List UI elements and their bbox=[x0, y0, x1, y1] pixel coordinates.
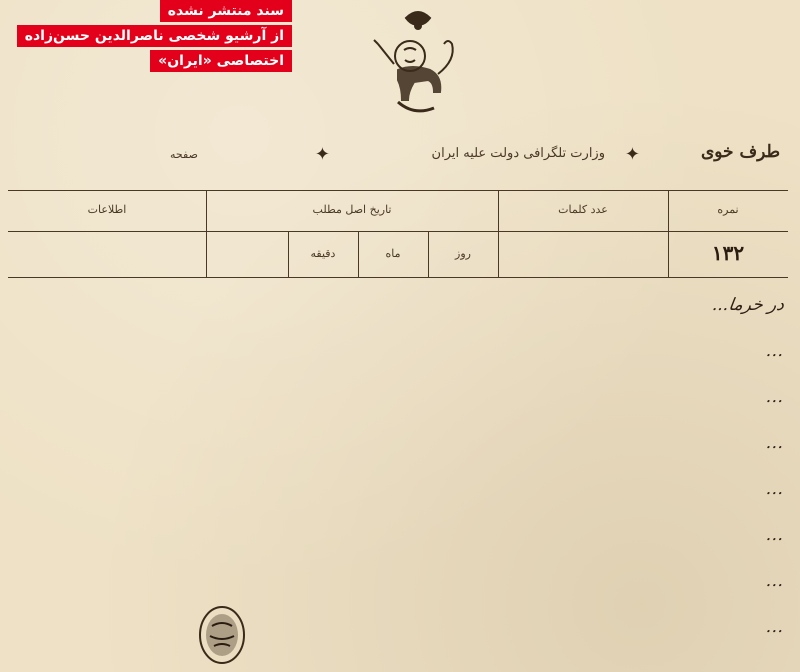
caption-line-3: اختصاصی «ایران» bbox=[150, 50, 292, 72]
body-line: ... bbox=[764, 341, 786, 361]
ornament-icon: ✦ bbox=[624, 144, 640, 165]
header-origin-date: تاریخ اصل مطلب bbox=[312, 203, 392, 216]
ink-seal-icon bbox=[196, 604, 248, 666]
caption-line-1: سند منتشر نشده bbox=[160, 0, 292, 22]
body-line: ... bbox=[764, 433, 786, 453]
body-line: ... bbox=[764, 387, 786, 407]
body-line: ... bbox=[764, 617, 786, 637]
header-number: نمره bbox=[717, 203, 739, 216]
body-line: ... bbox=[764, 479, 786, 499]
caption-box bbox=[0, 0, 292, 75]
body-line: ... bbox=[764, 571, 786, 591]
ministry-title: وزارت تلگرافی دولت علیه ایران bbox=[431, 146, 605, 161]
telegram-number: ۱۳۲ bbox=[711, 241, 745, 265]
body-line: در خرما... bbox=[711, 295, 786, 315]
date-month: ماه bbox=[385, 247, 401, 260]
header-word-count: عدد کلمات bbox=[558, 203, 608, 216]
telegram-header bbox=[170, 140, 780, 176]
ornament-icon: ✦ bbox=[314, 144, 330, 165]
caption-line-2: از آرشیو شخصی ناصرالدین حسن‌زاده bbox=[17, 25, 292, 47]
body-line: ... bbox=[764, 525, 786, 545]
origin-label: طرف خوی bbox=[700, 142, 780, 162]
handwritten-body bbox=[14, 282, 784, 650]
header-notes: اطلاعات bbox=[87, 203, 127, 216]
lion-and-sun-emblem bbox=[368, 4, 468, 122]
telegram-form-table bbox=[8, 190, 788, 278]
date-minute: دقیقه bbox=[310, 247, 336, 260]
page-label: صفحه bbox=[170, 148, 198, 161]
date-day: روز bbox=[455, 247, 471, 260]
